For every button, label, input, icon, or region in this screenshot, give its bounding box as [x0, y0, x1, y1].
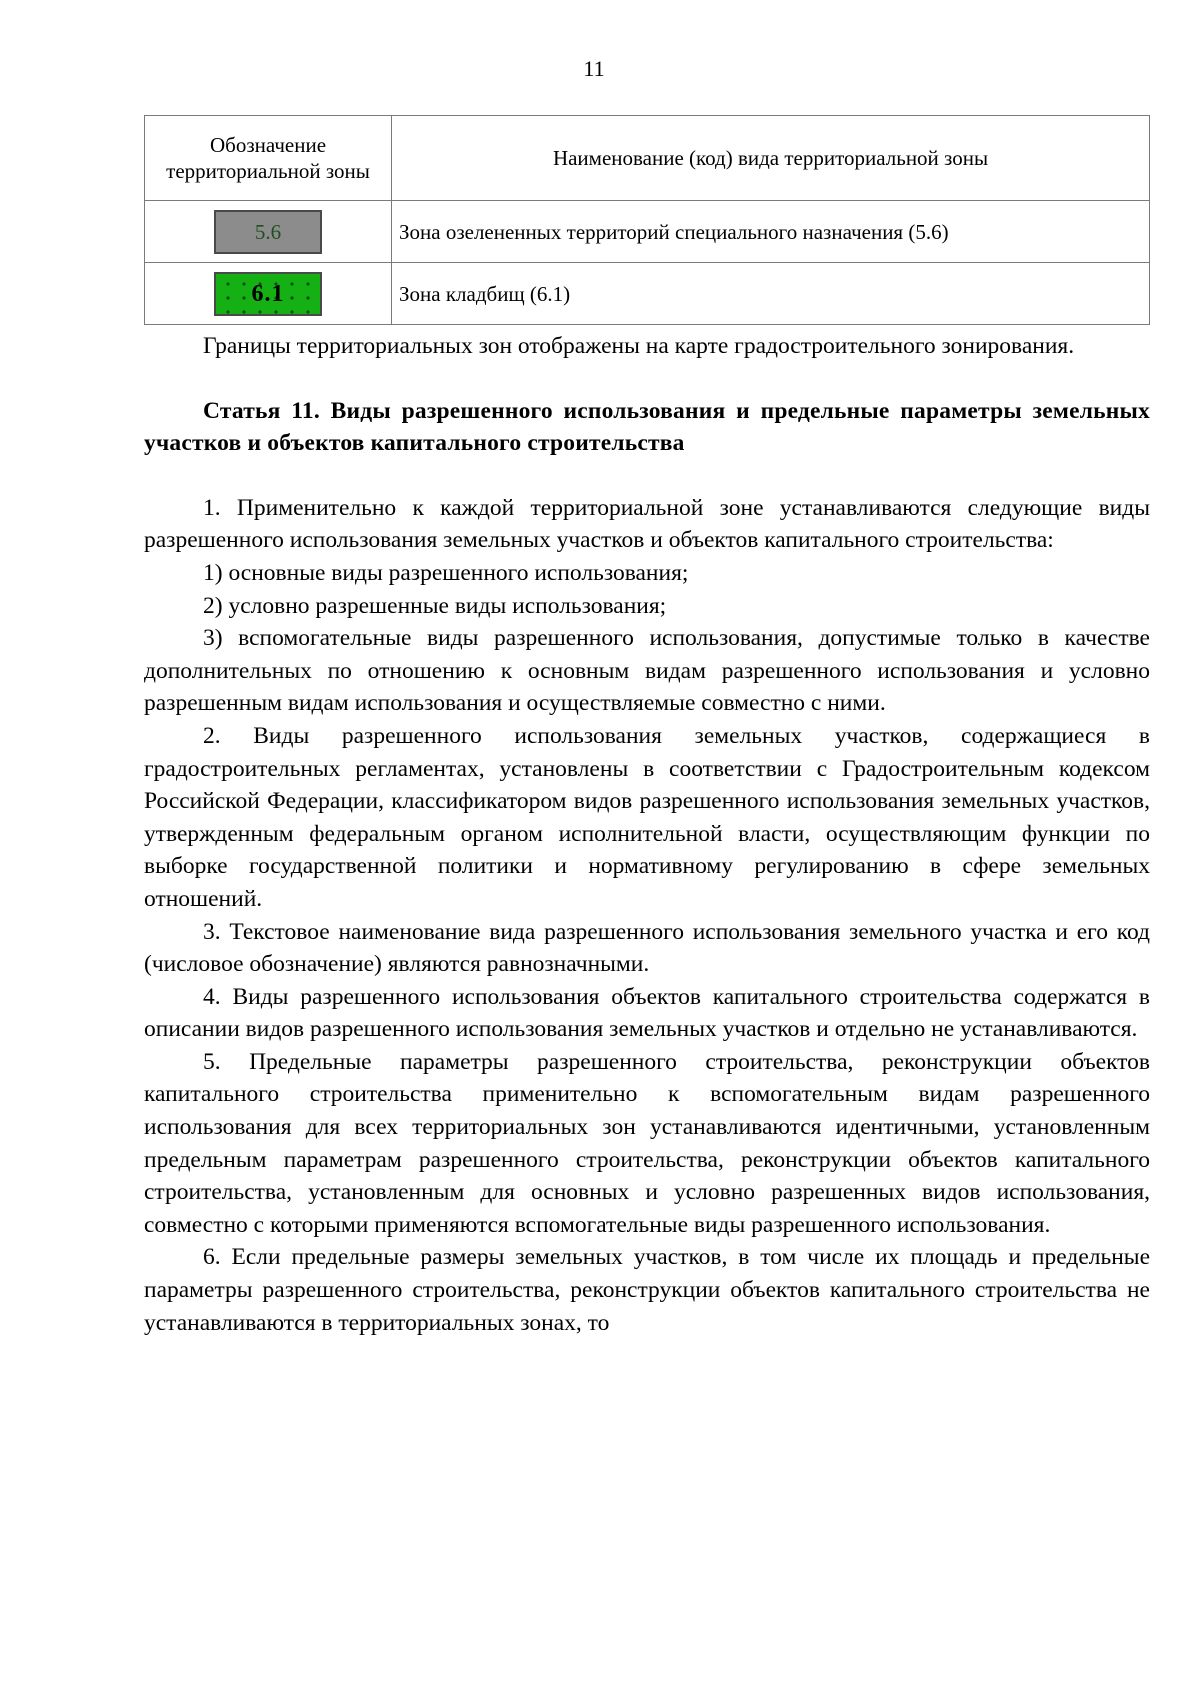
page-number: 11 [583, 56, 605, 81]
paragraph-4: 4. Виды разрешенного использования объектов капитального строительства содержатся в описании видов разрешенного использования земельных участков и отдельно не устанавливаются. [144, 983, 1150, 1043]
list-item-3: 3) вспомогательные виды разрешенного использования, допустимые только в качестве дополнительных по отношению к основным видам разрешенного использования и условно разрешенным видам использования и осуществляемые совместно с ними. [144, 625, 1150, 717]
table-row [145, 263, 1150, 325]
header-zone-name: Наименование (код) вида территориальной зоны [392, 116, 1150, 201]
document-body [144, 330, 1150, 1339]
paragraph-3: 3. Текстовое наименование вида разрешенного использования земельного участка и его код (числовое обозначение) являются равнозначными. [144, 918, 1150, 978]
zone-symbol-cell [145, 263, 392, 325]
table-header-row [145, 116, 1150, 201]
zone-legend-table [144, 115, 1150, 325]
zone-name: Зона кладбищ (6.1) [392, 263, 1150, 325]
zone-swatch-6-1: 6.1 [214, 272, 322, 316]
intro-paragraph: Границы территориальных зон отображены на карте градостроительного зонирования. [203, 333, 1075, 359]
paragraph-6: 6. Если предельные размеры земельных участков, в том числе их площадь и предельные параметры разрешенного строительства, реконструкции объектов капитального строительства не устанавливаются в территориальных зонах, то [144, 1244, 1150, 1336]
table-row [145, 201, 1150, 263]
list-item-1: 1) основные виды разрешенного использования; [203, 559, 689, 586]
zone-swatch-5-6: 5.6 [214, 210, 322, 254]
paragraph-5: 5. Предельные параметры разрешенного строительства, реконструкции объектов капитального строительства применительно к вспомогательным видам разрешенного использования для всех территориальных зон устанавливаются идентичными, установленным предельным параметрам разрешенного строительства, реконструкции объектов капитального строительства, установленным для основных и условно разрешенных видов использования, совместно с которыми применяются вспомогательные виды разрешенного использования. [144, 1048, 1150, 1238]
paragraph-1: 1. Применительно к каждой территориальной зоне устанавливаются следующие виды разрешенного использования земельных участков и объектов капитального строительства: [144, 494, 1150, 554]
paragraph-2: 2. Виды разрешенного использования земельных участков, содержащиеся в градостроительных регламентах, установлены в соответствии с Градостроительным кодексом Российской Федерации, классификатором видов разрешенного использования земельных участков, утвержденным федеральным органом исполнительной власти, осуществляющим функции по выборке государственной политики и нормативному регулированию в сфере земельных отношений. [144, 722, 1150, 912]
zone-name: Зона озелененных территорий специального назначения (5.6) [392, 201, 1150, 263]
zone-symbol-cell [145, 201, 392, 263]
article-title: Статья 11. Виды разрешенного использования и предельные параметры земельных участков и объектов капитального строительства [144, 397, 1150, 457]
list-item-2: 2) условно разрешенные виды использования; [203, 592, 667, 619]
header-zone-symbol: Обозначение территориальной зоны [145, 116, 392, 201]
